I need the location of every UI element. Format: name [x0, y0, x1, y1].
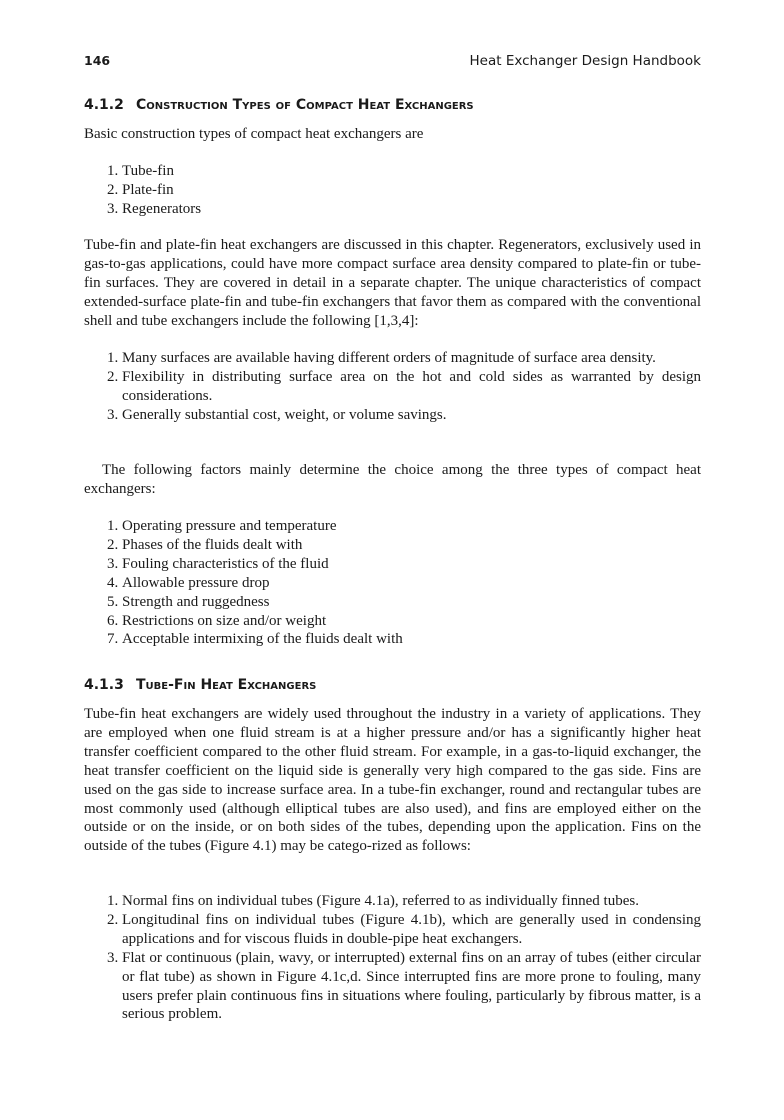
list-item: 1. Many surfaces are available having different orders of magnitude of surface area density. — [122, 349, 701, 368]
list-item: 1. Normal fins on individual tubes (Figure 4.1a), referred to as individually finned tubes. — [122, 892, 701, 911]
list-item: 3. Generally substantial cost, weight, or volume savings. — [122, 406, 701, 425]
page-number: 146 — [84, 53, 111, 68]
list-item: 5. Strength and ruggedness — [122, 593, 701, 612]
list-item: 7. Acceptable intermixing of the fluids dealt with — [122, 630, 701, 649]
section-heading-4-1-2 — [84, 97, 474, 113]
list-item: 2. Plate-fin — [122, 181, 701, 200]
section-number: 4.1.2 — [84, 97, 124, 113]
section-title: Tube-Fin Heat Exchangers — [136, 677, 317, 693]
construction-types-list — [84, 162, 701, 219]
body-paragraph: Tube-fin and plate-fin heat exchangers are discussed in this chapter. Regenerators, exclusively used in gas-to-gas applications, could have more compact surface area density compared to plate-fin or tube-fin surfaces. They are covered in detail in a separate chapter. The unique characteristics of compact extended-surface plate-fin and tube-fin exchangers that favor them as compared with the conventional shell and tube exchangers include the following [1,3,4]: — [84, 237, 701, 329]
section-heading-4-1-3 — [84, 677, 316, 693]
list-item: 4. Allowable pressure drop — [122, 574, 701, 593]
body-paragraph: Tube-fin heat exchangers are widely used throughout the industry in a variety of applications. They are employed when one fluid stream is at a higher pressure and/or has a significantly higher heat transfer coefficient compared to the other fluid stream. For example, in a gas-to-liquid exchanger, the heat transfer coefficient on the liquid side is generally very high compared to the gas side. Fins are used on the gas side to increase surface area. In a tube-fin exchanger, round and rectangular tubes are most commonly used (although elliptical tubes are also used), and fins are employed either on the outside or on the inside, or on both sides of the tubes, depending upon the application. Fins on the outside of the tubes (Figure 4.1) may be catego-rized as follows: — [84, 706, 701, 855]
book-title: Heat Exchanger Design Handbook — [469, 53, 701, 69]
list-item: 6. Restrictions on size and/or weight — [122, 612, 701, 631]
list-item: 2. Flexibility in distributing surface area on the hot and cold sides as warranted by design considerations. — [122, 368, 701, 406]
running-header — [84, 53, 701, 73]
list-item: 2. Longitudinal fins on individual tubes (Figure 4.1b), which are generally used in condensing applications and for viscous fluids in double-pipe heat exchangers. — [122, 911, 701, 949]
list-item: 1. Operating pressure and temperature — [122, 517, 701, 536]
body-paragraph: The following factors mainly determine the choice among the three types of compact heat exchangers: — [84, 462, 701, 497]
list-item: 3. Flat or continuous (plain, wavy, or interrupted) external fins on an array of tubes (either circular or flat tube) as shown in Figure 4.1c,d. Since interrupted fins are more prone to fouling, many users prefer plain continuous fins in situations where fouling, particularly by fibrous matter, is a serious problem. — [122, 949, 701, 1025]
list-item: 1. Tube-fin — [122, 162, 701, 181]
factors-list — [84, 517, 701, 649]
fin-categories-list — [84, 892, 701, 1024]
advantages-list — [84, 349, 701, 425]
list-item: 2. Phases of the fluids dealt with — [122, 536, 701, 555]
section-title: Construction Types of Compact Heat Exchangers — [136, 97, 474, 113]
intro-paragraph: Basic construction types of compact heat exchangers are — [84, 126, 424, 142]
list-item: 3. Regenerators — [122, 200, 701, 219]
section-number: 4.1.3 — [84, 677, 124, 693]
list-item: 3. Fouling characteristics of the fluid — [122, 555, 701, 574]
